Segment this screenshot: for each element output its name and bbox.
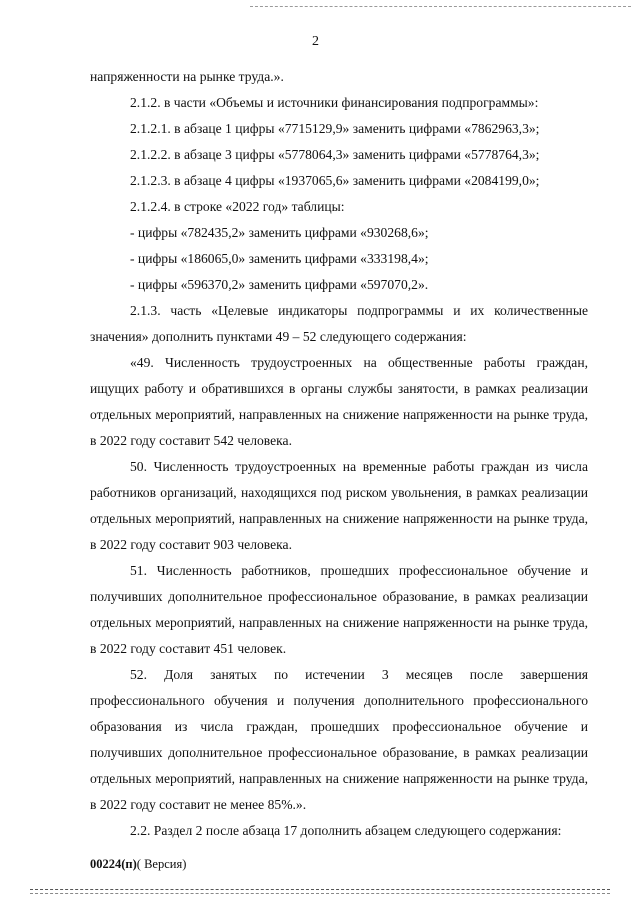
paragraph: 2.1.2. в части «Объемы и источники финансирования подпрограммы»: bbox=[130, 95, 539, 110]
document-version: ( Версия) bbox=[136, 857, 187, 871]
paragraph: - цифры «782435,2» заменить цифрами «930268,6»; bbox=[130, 225, 429, 240]
document-code bbox=[90, 855, 186, 873]
paragraph: 2.1.2.2. в абзаце 3 цифры «5778064,3» заменить цифрами «5778764,3»; bbox=[130, 147, 540, 162]
document-code-number: 00224(п) bbox=[90, 857, 137, 871]
top-divider bbox=[250, 6, 631, 7]
paragraph: 52. Доля занятых по истечении 3 месяцев после завершения профессионального обучения и получения дополнительного профессионального образования из числа граждан, прошедших профессиональное обучение и получивших дополнительное профессиональное образование, в рамках реализации отдельных мероприятий, направленных на снижение напряженности на рынке труда, в 2022 году составит не менее 85%.». bbox=[90, 667, 588, 812]
paragraph: 2.1.2.3. в абзаце 4 цифры «1937065,6» заменить цифрами «2084199,0»; bbox=[130, 173, 540, 188]
bottom-divider bbox=[30, 889, 610, 890]
paragraph: 51. Численность работников, прошедших профессиональное обучение и получивших дополнительное профессиональное образование, в рамках реализации отдельных мероприятий, направленных на снижение напряженности на рынке труда, в 2022 году составит 451 человек. bbox=[90, 563, 588, 656]
document-body bbox=[90, 64, 588, 844]
paragraph: 2.1.2.4. в строке «2022 год» таблицы: bbox=[130, 199, 345, 214]
paragraph: «49. Численность трудоустроенных на общественные работы граждан, ищущих работу и обратившихся в органы службы занятости, в рамках реализации отдельных мероприятий, направленных на снижение напряженности на рынке труда, в 2022 году составит 542 человека. bbox=[90, 355, 588, 448]
page-number: 2 bbox=[312, 34, 319, 49]
paragraph: 2.2. Раздел 2 после абзаца 17 дополнить абзацем следующего содержания: bbox=[130, 823, 562, 838]
paragraph: 50. Численность трудоустроенных на временные работы граждан из числа работников организаций, находящихся под риском увольнения, в рамках реализации отдельных мероприятий, направленных на снижение напряженности на рынке труда, в 2022 году составит 903 человека. bbox=[90, 459, 588, 552]
paragraph: 2.1.2.1. в абзаце 1 цифры «7715129,9» заменить цифрами «7862963,3»; bbox=[130, 121, 540, 136]
paragraph: 2.1.3. часть «Целевые индикаторы подпрограммы и их количественные значения» дополнить пунктами 49 – 52 следующего содержания: bbox=[90, 303, 588, 344]
paragraph: напряженности на рынке труда.». bbox=[90, 69, 284, 84]
bottom-divider bbox=[30, 893, 610, 894]
paragraph: - цифры «596370,2» заменить цифрами «597070,2». bbox=[130, 277, 429, 292]
paragraph: - цифры «186065,0» заменить цифрами «333198,4»; bbox=[130, 251, 429, 266]
